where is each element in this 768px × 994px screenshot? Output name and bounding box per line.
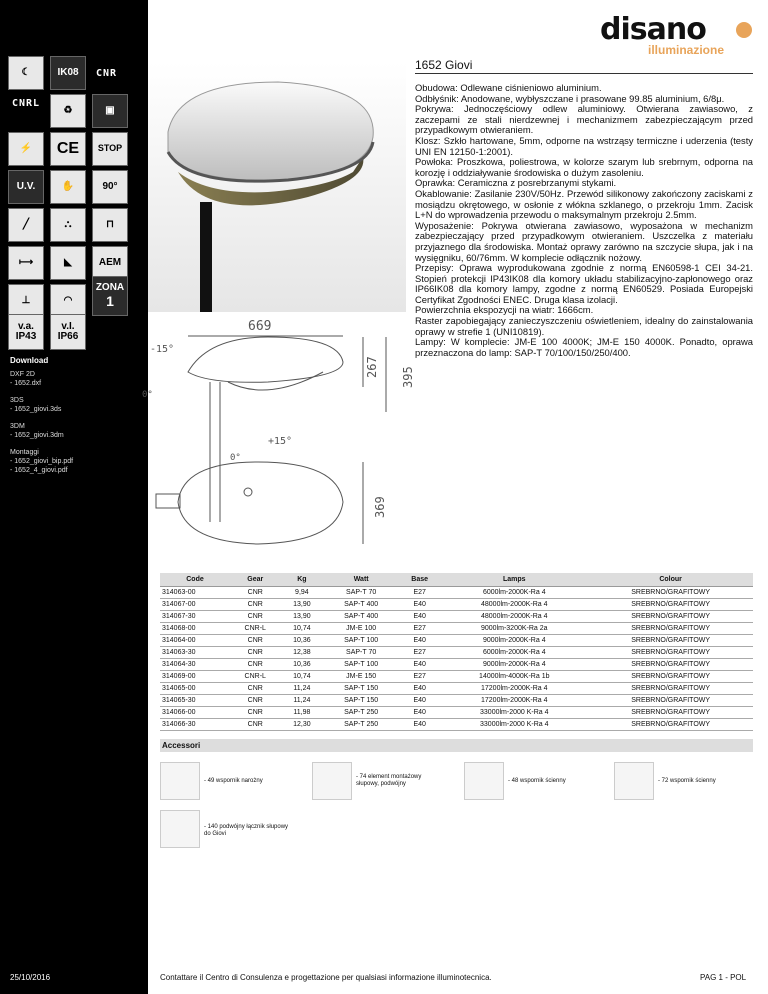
- table-row: [160, 671, 753, 683]
- table-cell: SAP-T 100: [323, 659, 399, 671]
- accessory-label: - 72 wspornik ścienny: [658, 778, 716, 784]
- table-row: [160, 623, 753, 635]
- ip43-label: IP43: [15, 331, 37, 342]
- mounting-icon: ╱: [8, 208, 44, 242]
- gloves-icon: ✋: [50, 170, 86, 204]
- brand-logo: [600, 12, 750, 60]
- table-row: [160, 647, 753, 659]
- accessory-thumb-icon: [160, 762, 200, 800]
- product-title: 1652 Giovi: [415, 58, 473, 72]
- download-link[interactable]: - 1652_4_giovi.pdf: [10, 467, 68, 474]
- cnr-label: CNR: [96, 68, 118, 79]
- zone-icon: [92, 276, 128, 316]
- footer-text: Contattare il Centro di Consulenza e progettazione per qualsiasi informazione illuminotecnica.: [160, 973, 492, 982]
- table-cell: SAP-T 70: [323, 587, 399, 599]
- dim-h2: 395: [401, 366, 415, 388]
- table-row: [160, 635, 753, 647]
- table-cell: 11,98: [280, 707, 323, 719]
- 3ds-head: 3DS: [10, 397, 24, 404]
- table-cell: 10,74: [280, 671, 323, 683]
- accessory-thumb-icon: [160, 810, 200, 848]
- angle-zero: 0°: [230, 453, 241, 463]
- column-header: Code: [160, 573, 230, 587]
- table-cell: 48000lm-2000K-Ra 4: [440, 599, 588, 611]
- column-header: Lamps: [440, 573, 588, 587]
- table-cell: 11,24: [280, 683, 323, 695]
- table-cell: CNR: [230, 647, 280, 659]
- title-divider: [415, 73, 753, 74]
- table-cell: 6000lm-2000K-Ra 4: [440, 587, 588, 599]
- table-cell: CNR-L: [230, 671, 280, 683]
- brand-sub: illuminazione: [648, 43, 725, 57]
- dim-h3: 369: [373, 496, 387, 518]
- light-pollution-icon: ◠: [50, 284, 86, 318]
- table-cell: 33000lm-2000 K-Ra 4: [440, 719, 588, 731]
- angle-plus15: +15°: [268, 436, 293, 447]
- table-cell: CNR: [230, 611, 280, 623]
- table-cell: SREBRNO/GRAFITOWY: [588, 623, 753, 635]
- table-cell: E27: [399, 587, 440, 599]
- table-cell: SREBRNO/GRAFITOWY: [588, 647, 753, 659]
- table-cell: 314064-30: [160, 659, 230, 671]
- column-header: Kg: [280, 573, 323, 587]
- ce-mark-icon: [50, 132, 86, 166]
- dim-width: 669: [248, 319, 272, 334]
- table-cell: 13,90: [280, 599, 323, 611]
- table-row: [160, 719, 753, 731]
- table-cell: 9000lm-2000K-Ra 4: [440, 659, 588, 671]
- table-cell: CNR: [230, 683, 280, 695]
- table-cell: E40: [399, 599, 440, 611]
- table-cell: 314067-00: [160, 599, 230, 611]
- angle-zero-left: 0°: [142, 390, 153, 400]
- table-cell: SREBRNO/GRAFITOWY: [588, 695, 753, 707]
- table-cell: CNR: [230, 635, 280, 647]
- uv-label: U.V.: [16, 180, 36, 192]
- table-cell: SREBRNO/GRAFITOWY: [588, 611, 753, 623]
- table-cell: SREBRNO/GRAFITOWY: [588, 635, 753, 647]
- distance-icon: ⟼: [8, 246, 44, 280]
- brand-dot-icon: [736, 22, 752, 38]
- montaggi-head: Montaggi: [10, 449, 39, 456]
- accessory-label: - 140 podwójny łącznik słupowy do Giovi: [204, 824, 289, 837]
- accessories-title: Accessori: [160, 739, 753, 752]
- download-title: Download: [10, 356, 49, 365]
- table-row: [160, 611, 753, 623]
- table-cell: E40: [399, 707, 440, 719]
- table-cell: 48000lm-2000K-Ra 4: [440, 611, 588, 623]
- product-description: Obudowa: Odlewane ciśnieniowo aluminium. Odbłyśnik: Anodowane, wybłyszczane i prasowane 99.85 aluminium, 6/8μ. Pokrywa: Jednoczęściowy odlew aluminiowy. Otwierana zawiasowo, z zaczepami ze stali nierdzewnej i mechanizmem zabezpieczającym przed przypadkowym otwieraniem. Klosz: Szkło hartowane, 5mm, odporne na wstrząsy termiczne i uderzenia (testy UNI EN 12150-1:2001). Powłoka: Proszkowa, poliestrowa, w kolorze szarym lub srebrnym, odporna na korozję i oddziaływanie środowiska o dużym zasoleniu. Oprawka: Ceramiczna z posrebrzanymi stykami. Okablowanie: Zasilanie 230V/50Hz. Przewód silikonowy zakończony zaciskami z mosiądzu okrętowego, w osłonie z włókna szklanego, o przekroju 1mm. Zacisk L+N do wprowadzenia przewodu o maksymalnym przekroju 2.5mm. Wyposażenie: Pokrywa otwierana zawiasowo, wyposażona w mechanizm zabezpieczający przed przypadkowym otwieraniem. Uszczelka z materiału przyjaznego dla środowiska. Montaż oprawy zarówno na szczycie słupa, jak i na wysięgniku, 60/76mm. W komplecie odłącznik nożowy. Przepisy: Oprawa wyprodukowana zgodnie z normą EN60598-1 CEI 34-21. Stopień protekcji IP43IK08 dla komory układu stabilizacyjno-zapłonowego oraz IP66IK08 dla komory lampy, zgodne z normą EN60529. Posiada Europejski Certyfikat Zgodności ENEC. Druga klasa izolacji. Powierzchnia ekspozycji na wiatr: 1666cm. Raster zapobiegający zanieczyszczeniu oświetleniem, idealny do zainstalowania oprawy w strefie 1 (UNI10819). Lampy: W komplecie: JM-E 100 4000K; JM-E 150 4000K. Ponadto, oprawa przeznaczona do lamp: SAP-T 70/100/150/250/400.: [415, 82, 753, 358]
- table-cell: CNR: [230, 659, 280, 671]
- zona-number: 1: [106, 292, 114, 309]
- table-cell: 9000lm-3200K-Ra 2a: [440, 623, 588, 635]
- table-cell: E27: [399, 647, 440, 659]
- table-cell: 314065-00: [160, 683, 230, 695]
- table-cell: 314066-00: [160, 707, 230, 719]
- table-cell: 17200lm-2000K-Ra 4: [440, 695, 588, 707]
- page-number: PAG 1 - POL: [700, 973, 747, 982]
- product-photo: [148, 62, 406, 312]
- table-cell: CNR-L: [230, 623, 280, 635]
- ip66-label: IP66: [57, 331, 79, 342]
- accessory-label: - 48 wspornik ścienny: [508, 778, 566, 784]
- table-cell: 9000lm-2000K-Ra 4: [440, 635, 588, 647]
- dxf-head: DXF 2D: [10, 371, 35, 378]
- table-cell: 314063-30: [160, 647, 230, 659]
- ik-label: IK08: [57, 66, 79, 78]
- table-cell: SREBRNO/GRAFITOWY: [588, 671, 753, 683]
- table-cell: E40: [399, 695, 440, 707]
- table-cell: CNR: [230, 599, 280, 611]
- table-cell: SREBRNO/GRAFITOWY: [588, 683, 753, 695]
- table-cell: 314063-00: [160, 587, 230, 599]
- table-row: [160, 587, 753, 599]
- table-header-row: [160, 573, 753, 587]
- beam-icon: ◣: [50, 246, 86, 280]
- accessory-label: - 74 element montażowy słupowy, podwójny: [356, 774, 422, 787]
- ik-rating-icon: [50, 56, 86, 90]
- table-cell: 314068-00: [160, 623, 230, 635]
- 3dm-head: 3DM: [10, 423, 25, 430]
- wall-mount-icon: ⊥: [8, 284, 44, 318]
- table-cell: SAP-T 400: [323, 611, 399, 623]
- table-cell: SREBRNO/GRAFITOWY: [588, 707, 753, 719]
- table-cell: E27: [399, 623, 440, 635]
- table-row: [160, 683, 753, 695]
- accessory-item[interactable]: [160, 810, 320, 850]
- zona-label: ZONA: [95, 282, 125, 294]
- table-cell: SREBRNO/GRAFITOWY: [588, 587, 753, 599]
- table-cell: CNR: [230, 695, 280, 707]
- accessory-thumb-icon: [614, 762, 654, 800]
- class-two-icon: ▣: [92, 94, 128, 128]
- download-section: [10, 356, 140, 483]
- table-cell: SAP-T 400: [323, 599, 399, 611]
- va-label: v.a.: [18, 320, 34, 332]
- column-header: Colour: [588, 573, 753, 587]
- table-cell: 314065-30: [160, 695, 230, 707]
- table-cell: JM-E 100: [323, 623, 399, 635]
- rotation-icon: [92, 170, 128, 204]
- stop-label: STOP: [97, 143, 123, 154]
- table-cell: CNR: [230, 707, 280, 719]
- table-cell: SREBRNO/GRAFITOWY: [588, 659, 753, 671]
- accessory-thumb-icon: [312, 762, 352, 800]
- accessory-item[interactable]: [160, 762, 300, 802]
- table-cell: CNR: [230, 719, 280, 731]
- product-table: [160, 573, 753, 731]
- table-row: [160, 707, 753, 719]
- pole-icon: ⊓: [92, 208, 128, 242]
- download-link[interactable]: - 1652_giovi.3ds: [10, 406, 62, 413]
- recycle-icon: ♻: [50, 94, 86, 128]
- table-cell: 14000lm-4000K-Ra 1b: [440, 671, 588, 683]
- table-cell: E40: [399, 683, 440, 695]
- table-cell: E40: [399, 659, 440, 671]
- table-row: [160, 599, 753, 611]
- night-lamp-icon: ☾: [8, 56, 44, 90]
- accessory-item[interactable]: [464, 762, 604, 802]
- cnrl-label: CNRL: [12, 98, 41, 109]
- table-cell: SREBRNO/GRAFITOWY: [588, 719, 753, 731]
- brand-name: disano: [600, 12, 706, 47]
- va-ip-icon: [8, 314, 44, 350]
- table-cell: 9,94: [280, 587, 323, 599]
- column-header: Watt: [323, 573, 399, 587]
- angle-minus15: -15°: [150, 344, 175, 355]
- table-cell: SAP-T 250: [323, 707, 399, 719]
- table-cell: 33000lm-2000 K-Ra 4: [440, 707, 588, 719]
- column-header: Gear: [230, 573, 280, 587]
- accessory-item[interactable]: [614, 762, 754, 802]
- table-cell: 6000lm-2000K-Ra 4: [440, 647, 588, 659]
- accessory-thumb-icon: [464, 762, 504, 800]
- uv-stop-icon: [92, 132, 128, 166]
- dim-h1: 267: [365, 356, 379, 378]
- road-icon: ⛬: [50, 208, 86, 242]
- table-cell: 12,38: [280, 647, 323, 659]
- accessory-item[interactable]: [312, 762, 452, 802]
- table-cell: SREBRNO/GRAFITOWY: [588, 599, 753, 611]
- table-cell: 13,90: [280, 611, 323, 623]
- uv-icon: [8, 170, 44, 204]
- table-cell: 314066-30: [160, 719, 230, 731]
- download-link[interactable]: - 1652_giovi.3dm: [10, 432, 64, 439]
- column-header: Base: [399, 573, 440, 587]
- table-cell: SAP-T 150: [323, 695, 399, 707]
- sidebar: [0, 0, 148, 994]
- table-cell: 17200lm-2000K-Ra 4: [440, 683, 588, 695]
- download-link[interactable]: - 1652_giovi_bip.pdf: [10, 458, 74, 465]
- table-cell: E40: [399, 611, 440, 623]
- table-cell: E27: [399, 671, 440, 683]
- table-cell: E40: [399, 635, 440, 647]
- table-cell: SAP-T 250: [323, 719, 399, 731]
- flammable-icon: ⚡: [8, 132, 44, 166]
- table-cell: 314067-30: [160, 611, 230, 623]
- ce-label: CE: [56, 139, 80, 157]
- table-cell: 314069-00: [160, 671, 230, 683]
- print-date: 25/10/2016: [10, 973, 51, 982]
- table-cell: SAP-T 70: [323, 647, 399, 659]
- table-cell: E40: [399, 719, 440, 731]
- technical-drawing: [142, 312, 415, 550]
- table-cell: CNR: [230, 587, 280, 599]
- accessory-label: - 49 wspornik narożny: [204, 778, 263, 784]
- table-cell: 12,30: [280, 719, 323, 731]
- table-body: [160, 587, 753, 731]
- deg-label: 90°: [102, 180, 118, 192]
- vi-label: v.I.: [61, 320, 75, 332]
- table-row: [160, 695, 753, 707]
- table-cell: 10,36: [280, 659, 323, 671]
- table-cell: 11,24: [280, 695, 323, 707]
- vi-ip-icon: [50, 314, 86, 350]
- table-cell: 10,36: [280, 635, 323, 647]
- table-cell: SAP-T 150: [323, 683, 399, 695]
- table-row: [160, 659, 753, 671]
- aem-icon: AEM: [92, 246, 128, 280]
- download-link[interactable]: - 1652.dxf: [10, 380, 42, 387]
- table-cell: JM-E 150: [323, 671, 399, 683]
- table-cell: SAP-T 100: [323, 635, 399, 647]
- table-cell: 10,74: [280, 623, 323, 635]
- table-cell: 314064-00: [160, 635, 230, 647]
